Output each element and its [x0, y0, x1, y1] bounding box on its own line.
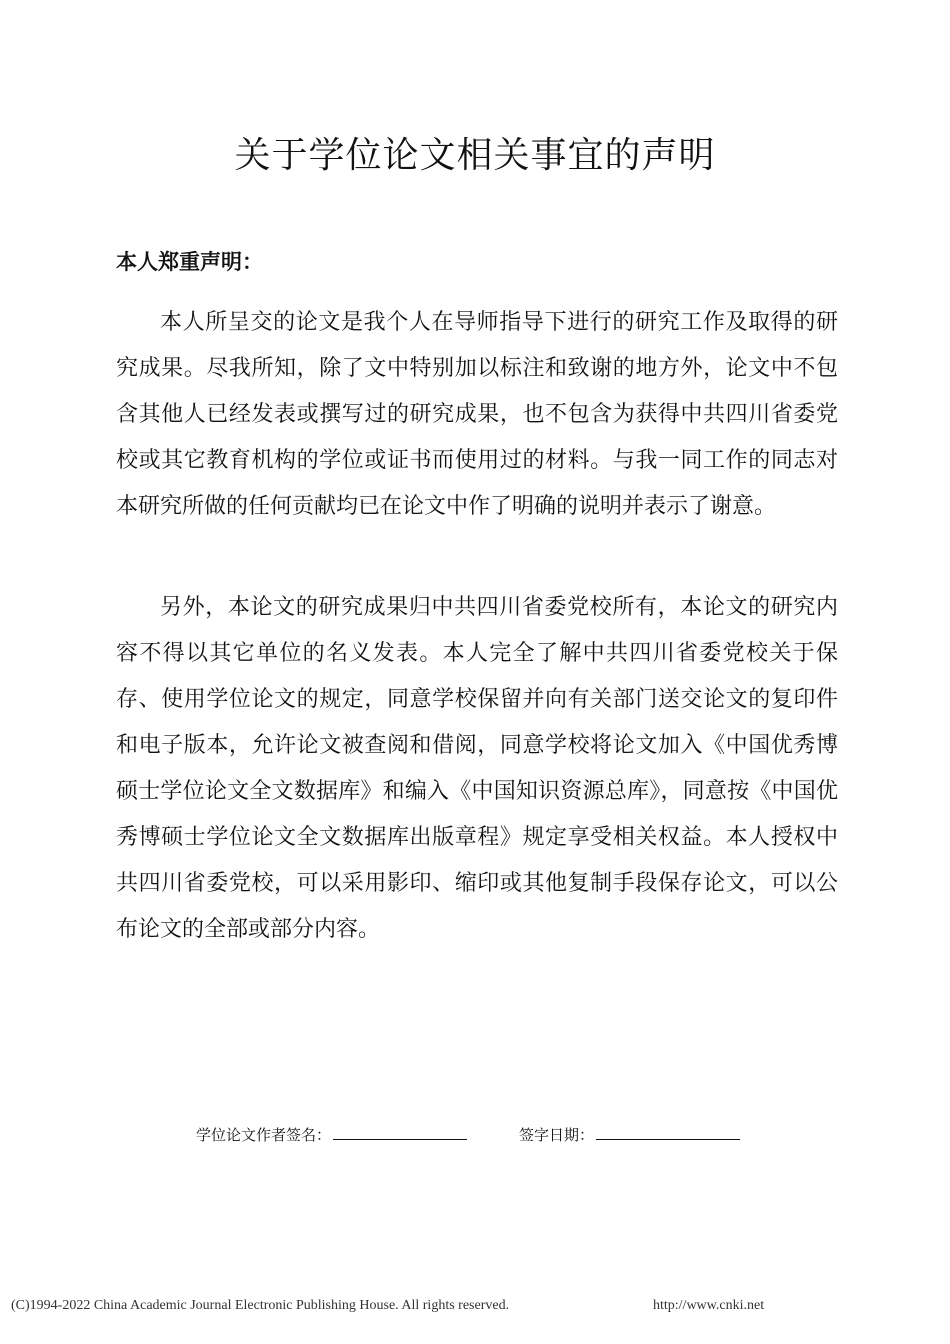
- signature-row: [196, 1120, 816, 1150]
- signing-date-line: [596, 1120, 740, 1140]
- date-signature-group: [519, 1120, 740, 1150]
- declaration-paragraph-1: 本人所呈交的论文是我个人在导师指导下进行的研究工作及取得的研究成果。尽我所知，除了文中特别加以标注和致谢的地方外，论文中不包含其他人已经发表或撰写过的研究成果，也不包含为获得中共四川省委党校或其它教育机构的学位或证书而使用过的材料。与我一同工作的同志对本研究所做的任何贡献均已在论文中作了明确的说明并表示了谢意。: [116, 310, 838, 519]
- declaration-paragraph-2: 另外，本论文的研究成果归中共四川省委党校所有，本论文的研究内容不得以其它单位的名义发表。本人完全了解中共四川省委党校关于保存、使用学位论文的规定，同意学校保留并向有关部门送交论文的复印件和电子版本，允许论文被查阅和借阅，同意学校将论文加入《中国优秀博硕士学位论文全文数据库》和编入《中国知识资源总库》，同意按《中国优秀博硕士学位论文全文数据库出版章程》规定享受相关权益。本人授权中共四川省委党校，可以采用影印、缩印或其他复制手段保存论文，可以公布论文的全部或部分内容。: [116, 595, 838, 942]
- site-url: http://www.cnki.net: [653, 1298, 765, 1313]
- page-title: 关于学位论文相关事宜的声明: [234, 135, 716, 176]
- author-signature-line: [333, 1120, 467, 1140]
- author-signature-label: 学位论文作者签名：: [196, 1126, 332, 1144]
- signing-date-label: 签字日期：: [519, 1126, 595, 1144]
- declaration-intro: 本人郑重声明：: [116, 250, 263, 274]
- copyright-text: (C)1994-2022 China Academic Journal Electronic Publishing House. All rights reserved.: [11, 1298, 510, 1313]
- author-signature-group: [196, 1120, 467, 1150]
